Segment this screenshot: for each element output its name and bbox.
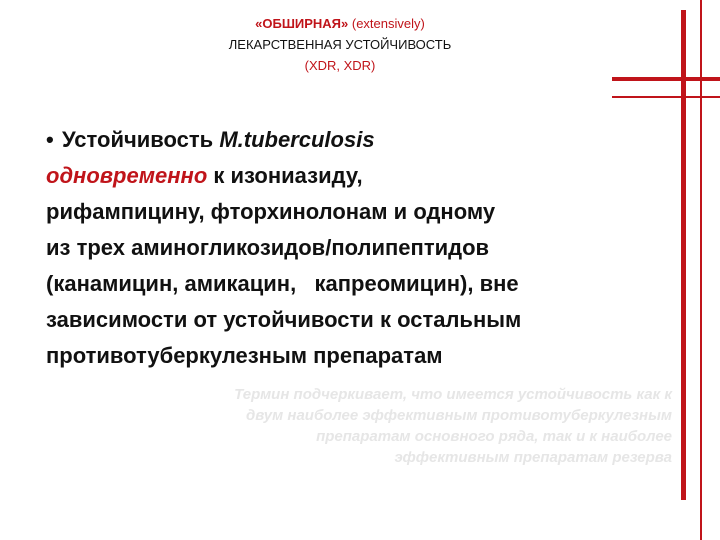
decor-horizontal-line-thick: [612, 77, 720, 81]
main-line-6: зависимости от устойчивости к остальным: [46, 307, 522, 332]
decor-vertical-line-thick: [681, 10, 686, 500]
main-line-5: (канамицин, амикацин, капреомицин), вне: [46, 271, 519, 296]
title-term-english: (extensively): [348, 16, 425, 31]
note-line-2: двум наиболее эффективным противотуберкулезным: [246, 407, 672, 424]
organism-name: M.tuberculosis: [219, 127, 375, 152]
note-line-1: Термин подчеркивает, что имеется устойчивость как к: [234, 386, 672, 403]
main-line-2: [46, 158, 674, 194]
emphasis-word: одновременно: [46, 163, 208, 188]
main-line-3: рифампицину, фторхинолонам и одному: [46, 199, 496, 224]
title-line-3: (XDR, XDR): [304, 58, 376, 73]
note-line-3: препаратам основного ряда, так и к наиболее: [316, 428, 672, 445]
faint-note: [60, 384, 672, 468]
title-term: «ОБШИРНАЯ»: [255, 16, 349, 31]
main-line-7: противотуберкулезным препаратам: [46, 343, 443, 368]
decor-vertical-line-thin: [700, 0, 702, 540]
decor-horizontal-line-thin: [612, 96, 720, 98]
main-lead: Устойчивость: [62, 127, 220, 152]
main-line-2-rest: к изониазиду,: [207, 163, 363, 188]
title-line-1: [150, 13, 530, 34]
slide-title: [150, 13, 530, 76]
note-line-4: эффективным препаратам резерва: [394, 449, 672, 466]
bullet-icon: •: [46, 127, 54, 152]
main-line-4: из трех аминогликозидов/полипептидов: [46, 235, 490, 260]
main-line-1: [46, 122, 674, 158]
main-definition: [46, 122, 674, 374]
title-line-2: ЛЕКАРСТВЕННАЯ УСТОЙЧИВОСТЬ: [228, 37, 452, 52]
